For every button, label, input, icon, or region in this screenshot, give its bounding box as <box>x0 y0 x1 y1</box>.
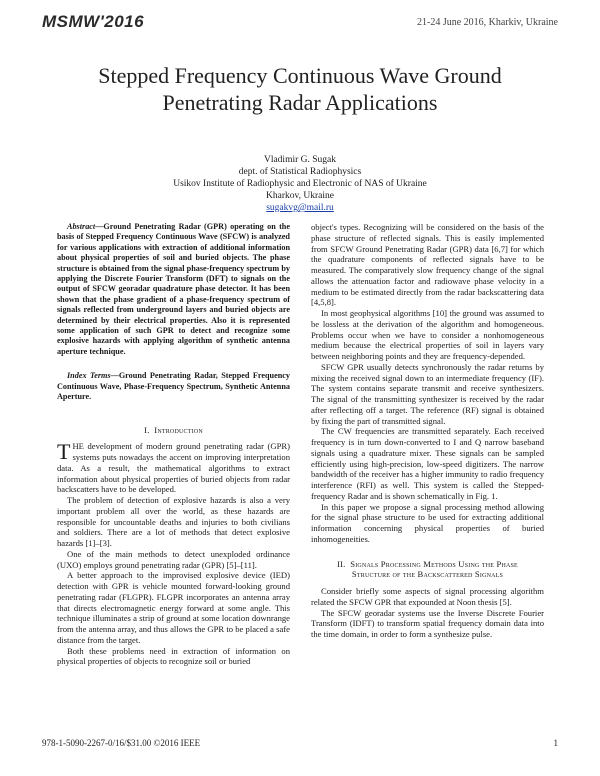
author-block <box>60 154 540 214</box>
section-2-title-line-2: Structure of the Backscattered Signals <box>351 569 504 580</box>
right-paragraph-5: In this paper we propose a signal processing method allowing for the signal phase structure to be used for extracting additional information concerning physical properties of buried inhomogeneities. <box>311 501 544 544</box>
intro-paragraph-2: The problem of detection of explosive hazards is also a very important problem all over the world, as these hazards are responsible for uncountable deaths and injuries to both civilians and soldiers. There are a lot of methods that detect explosive hazards [1]–[3]. <box>57 495 290 548</box>
right-paragraph-4: The CW frequencies are transmitted separately. Each received frequency is in turn down-converted to I and Q narrow baseband signals using a quadrature mixer. These signals can be sampled efficiently using high-precision, low-speed digitizers. The narrow bandwidth of the receiver has a higher immunity to radio frequency interference (RFI) as well. This system is called the Stepped-frequency Radar and is shown schematically in Fig. 1. <box>311 426 544 501</box>
right-paragraph-2: In most geophysical algorithms [10] the ground was assumed to be lossless at the derivation of the algorithm and homogeneous. Problems occur when we have to consider a nonhomogeneous medium because the electrical properties of soil in layers vary between neighboring points and they are frequency-depended. <box>311 308 544 361</box>
page-number: 1 <box>553 738 558 748</box>
intro-paragraph-1-text: HE development of modern ground penetrating radar (GPR) systems puts nowadays the accent on improving interpretation data. As a result, the mathematical algorithms to extract information about physical properties of buried objects from radar backscatters have to be developed. <box>57 441 290 495</box>
right-paragraph-1: object's types. Recognizing will be considered on the basis of the phase structure of reflected signals. This is easily implemented from SFCW Ground Penetrating Radar (GPR) data [6,7] for which the quadrature components of reflected signals have to be measured. The comparatively slow frequency change of the signal allows the attenuation factor and radiowave phase velocity in a medium to be estimated directly from the radar backscattering data [4,5,8]. <box>311 222 544 308</box>
author-institute: Usikov Institute of Radiophysic and Electronic of NAS of Ukraine <box>173 179 427 189</box>
intro-paragraph-1 <box>57 441 290 495</box>
right-paragraph-7: The SFCW georadar systems use the Inverse Discrete Fourier Transform (IDFT) to transform spatial frequency domain data into the time domain, in order to form a synthesize pulse. <box>311 607 544 639</box>
conference-date: 21-24 June 2016, Kharkiv, Ukraine <box>417 17 558 28</box>
right-paragraph-6: Consider briefly some aspects of signal processing algorithm related the SFCW GPR that expounded at Noon thesis [5]. <box>311 586 544 607</box>
intro-paragraph-4: A better approach to the improvised explosive device (IED) detection with GPR is vehicle mounted forward-looking ground penetrating radar (FLGPR). FLGPR incorporates an antenna array that directs electromagnetic energy forward at some angle. This technique illuminates a strip of ground at some location downrange from the antenna array, and thus allows the GPR to be placed a safe distance from the target. <box>57 570 290 645</box>
section-2-title-line-1: Signals Processing Methods Using the Phase <box>350 558 518 569</box>
title-line-1: Stepped Frequency Continuous Wave Ground <box>98 63 502 88</box>
paper-title <box>60 62 540 116</box>
index-terms-text: —Ground Penetrating Radar, Stepped Frequency Continuous Wave, Phase-Frequency Spectrum, Synthetic Antenna Aperture. <box>57 371 291 402</box>
abstract-label: Abstract <box>67 222 96 231</box>
abstract <box>57 222 290 357</box>
section-1-title: Introduction <box>154 424 203 435</box>
conference-logo: MSMW'2016 <box>42 12 145 31</box>
index-terms <box>57 371 290 402</box>
section-2-number: II. <box>337 558 346 569</box>
section-1-heading <box>57 425 290 436</box>
copyright-notice: 978-1-5090-2267-0/16/$31.00 ©2016 IEEE <box>42 738 201 748</box>
author-name: Vladimir G. Sugak <box>263 155 337 165</box>
section-1-number: I. <box>144 424 150 435</box>
title-line-2: Penetrating Radar Applications <box>162 90 438 115</box>
abstract-text: —Ground Penetrating Radar (GPR) operating on the basis of Stepped Frequency Continuous Wave (SFCW) is analyzed for various applications with extraction of additional information about physical properties of soil and buried objects. The phase structure is obtained from the signal phase-frequency spectrum by applying the Discrete Fourier Transform (DFT) to signals on the output of SFCW georadar quadrature phase detector. It has been shown that the phase gradient of a phase-frequency spectrum of signals reflected from underground layers and buried objects are determined by their electrical properties. Also it is represented some application of such GPR to detect and recognize some explosive hazards with applying algorithm of synthetic antenna aperture technique. <box>57 222 290 356</box>
intro-paragraph-5: Both these problems need in extraction of information on physical properties of objects to recognize soil or buried <box>57 645 290 667</box>
drop-cap: T <box>57 439 71 465</box>
section-2-heading <box>311 559 544 581</box>
right-paragraph-3: SFCW GPR usually detects synchronously the radar returns by mixing the received signal down to an intermediate frequency (IF). The system contains separate transmit and receive synthesizers. The signal of the transmitting synthesizer is received by the radar after reflecting off a target. The reference (RF) signal is obtained by fixing the part of transmitted signal. <box>311 361 544 426</box>
intro-paragraph-3: One of the main methods to detect unexploded ordinance (UXO) employs ground penetrating radar (GPR) [5]–[11]. <box>57 548 290 570</box>
author-city: Kharkov, Ukraine <box>266 191 334 201</box>
right-column <box>311 222 544 640</box>
index-terms-label: Index Terms <box>67 371 111 381</box>
left-column <box>57 222 290 667</box>
author-email-link[interactable]: sugakvg@mail.ru <box>266 203 334 213</box>
author-dept: dept. of Statistical Radiophysics <box>238 167 362 177</box>
